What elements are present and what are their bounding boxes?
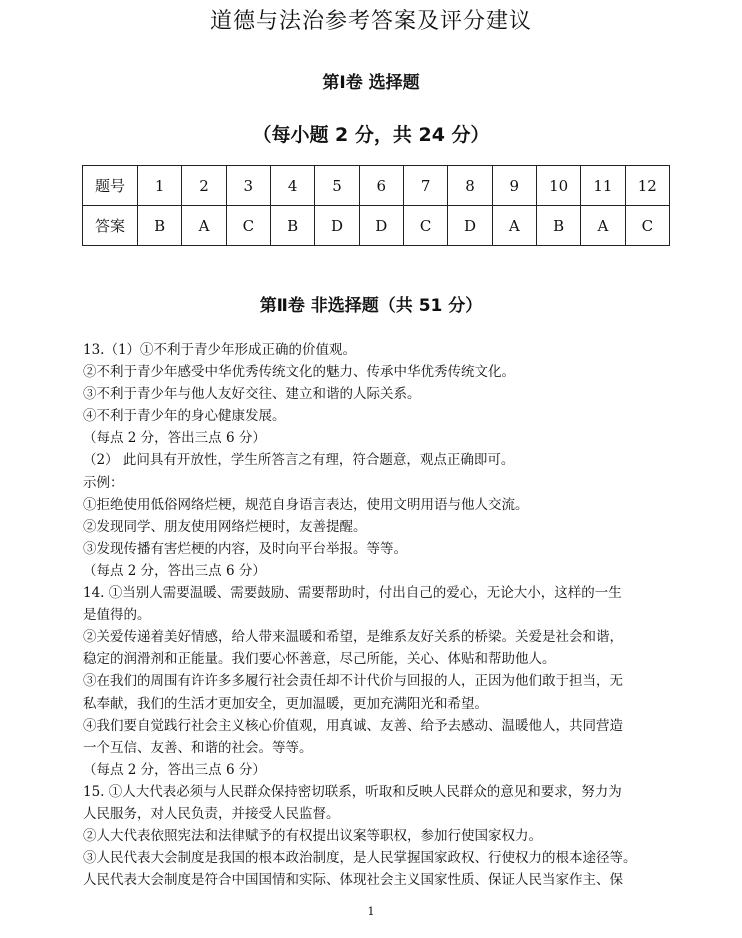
part2-heading: 第Ⅱ卷 非选择题（共 51 分） <box>259 296 483 316</box>
answer-cell: C <box>226 206 270 246</box>
part1-heading: 第Ⅰ卷 选择题 <box>322 73 420 93</box>
text-line: 私奉献，我们的生活才更加安全，更加温暖，更加充满阳光和希望。 <box>83 695 488 712</box>
text-line: 稳定的润滑剂和正能量。我们要心怀善意，尽己所能，关心、体贴和帮助他人。 <box>83 651 556 668</box>
text-line: 14. ①当别人需要温暖、需要鼓励、需要帮助时，付出自己的爱心，无论大小，这样的一生 <box>83 585 622 602</box>
text-line: （2） 此问具有开放性，学生所答言之有理，符合题意，观点正确即可。 <box>83 452 515 469</box>
text-line: 示例： <box>83 474 124 491</box>
part1-subheading: （每小题 2 分，共 24 分） <box>252 124 490 146</box>
text-line: ①拒绝使用低俗网络烂梗，规范自身语言表达，使用文明用语与他人交流。 <box>83 496 529 513</box>
question-number-cell: 12 <box>625 166 669 206</box>
text-line: ③发现传播有害烂梗的内容，及时向平台举报。等等。 <box>83 540 407 557</box>
text-line: ③在我们的周围有许许多多履行社会责任却不计代价与回报的人，正因为他们敢于担当，无 <box>83 673 623 690</box>
question-number-cell: 10 <box>536 166 580 206</box>
text-line: ②发现同学、朋友使用网络烂梗时，友善提醒。 <box>83 518 367 535</box>
question-number-cell: 9 <box>492 166 536 206</box>
text-line: ②关爱传递着美好情感，给人带来温暖和希望，是维系友好关系的桥梁。关爱是社会和谐， <box>83 629 623 646</box>
question-number-cell: 8 <box>448 166 492 206</box>
answer-cell: D <box>315 206 359 246</box>
question-number-cell: 3 <box>226 166 270 206</box>
answer-cell: A <box>492 206 536 246</box>
text-line: 是值得的。 <box>83 607 151 624</box>
answer-cell: C <box>403 206 447 246</box>
text-line: ④不利于青少年的身心健康发展。 <box>83 408 286 425</box>
question-number-cell: 1 <box>138 166 182 206</box>
answer-cell: B <box>536 206 580 246</box>
answer-cell: B <box>270 206 314 246</box>
text-line: ②不利于青少年感受中华优秀传统文化的魅力、传承中华优秀传统文化。 <box>83 364 515 381</box>
text-line: 13.（1）①不利于青少年形成正确的价值观。 <box>83 342 357 358</box>
answer-cell: D <box>359 206 403 246</box>
text-line: 一个互信、友善、和谐的社会。等等。 <box>83 739 313 756</box>
question-number-cell: 2 <box>182 166 226 206</box>
answer-cell: A <box>182 206 226 246</box>
text-line: 人民服务，对人民负责，并接受人民监督。 <box>83 805 340 822</box>
answer-table <box>82 165 670 246</box>
text-line: （每点 2 分，答出三点 6 分） <box>83 761 266 778</box>
answer-row <box>83 206 670 246</box>
text-line: 15. ①人大代表必须与人民群众保持密切联系，听取和反映人民群众的意见和要求，努力为 <box>83 783 622 800</box>
answer-body <box>83 339 673 891</box>
text-line: （每点 2 分，答出三点 6 分） <box>83 430 266 447</box>
question-number-cell: 11 <box>581 166 625 206</box>
answer-cell: A <box>581 206 625 246</box>
text-line: ③人民代表大会制度是我国的根本政治制度，是人民掌握国家政权、行使权力的根本途径等。 <box>83 850 637 867</box>
question-number-cell: 4 <box>270 166 314 206</box>
text-line: 人民代表大会制度是符合中国国情和实际、体现社会主义国家性质、保证人民当家作主、保 <box>83 872 623 889</box>
answer-cell: C <box>625 206 669 246</box>
text-line: （每点 2 分，答出三点 6 分） <box>83 562 266 579</box>
answer-cell: D <box>448 206 492 246</box>
question-number-cell: 7 <box>403 166 447 206</box>
page-number: 1 <box>367 905 375 918</box>
text-line: ②人大代表依照宪法和法律赋予的有权提出议案等职权，参加行使国家权力。 <box>83 828 542 845</box>
answer-cell: B <box>138 206 182 246</box>
question-number-cell: 5 <box>315 166 359 206</box>
question-number-cell: 6 <box>359 166 403 206</box>
text-line: ④我们要自觉践行社会主义核心价值观，用真诚、友善、给予去感动、温暖他人，共同营造 <box>83 717 623 734</box>
question-number-row <box>83 166 670 206</box>
document-title: 道德与法治参考答案及评分建议 <box>209 9 532 34</box>
text-line: ③不利于青少年与他人友好交往、建立和谐的人际关系。 <box>83 386 421 403</box>
row-label-answer: 答案 <box>83 206 138 246</box>
row-label-question-number: 题号 <box>83 166 138 206</box>
